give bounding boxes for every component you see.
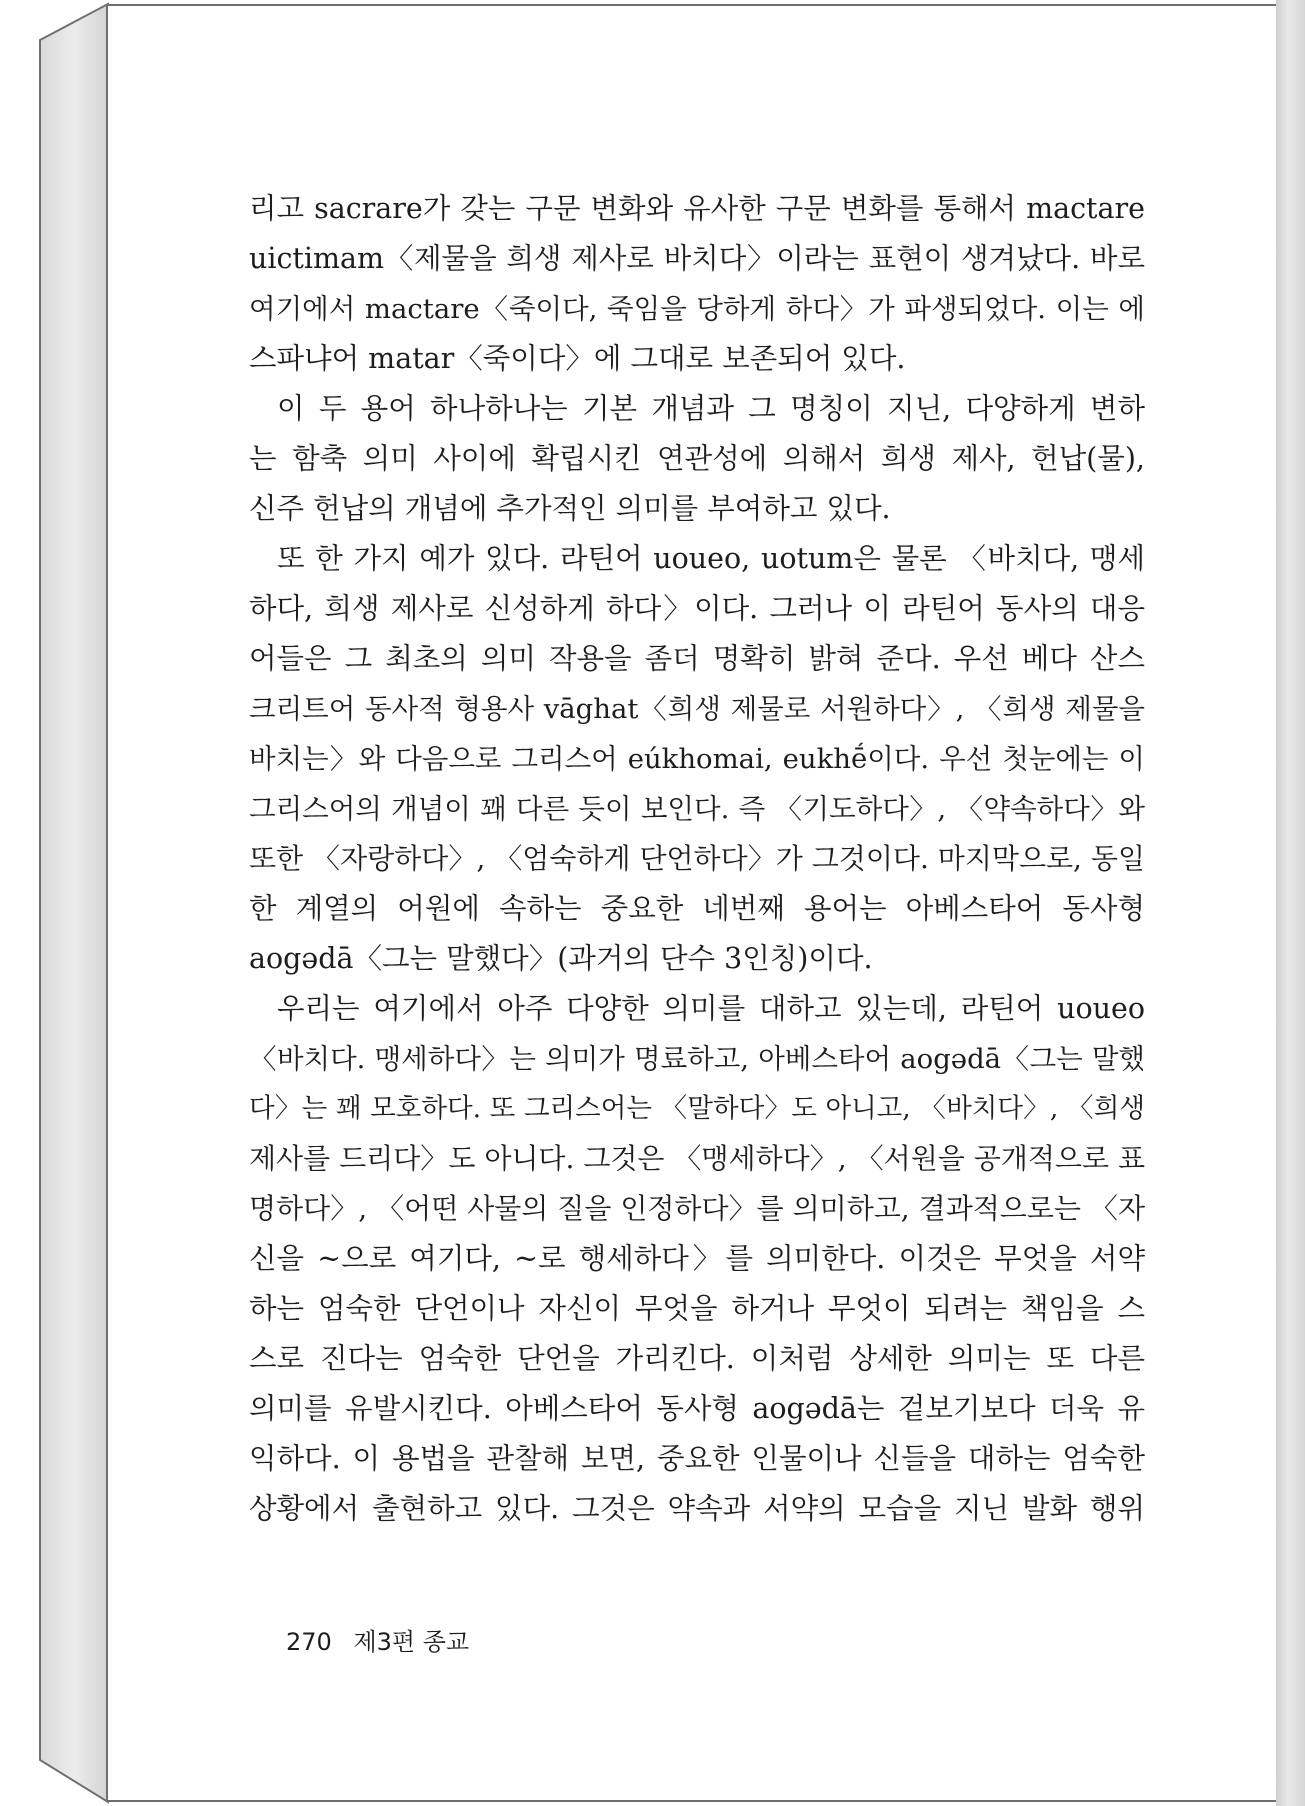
- text-line: 한 계열의 어원에 속하는 중요한 네번째 용어는 아베스타어 동사형: [249, 892, 1145, 925]
- text-line: 상황에서 출현하고 있다. 그것은 약속과 서약의 모습을 지닌 발화 행위: [249, 1492, 1145, 1525]
- text-line: 여기에서 mactare〈죽이다, 죽임을 당하게 하다〉가 파생되었다. 이는 에: [249, 293, 1145, 325]
- page-footer: [286, 1622, 469, 1657]
- book-edge-right: [1276, 0, 1305, 1806]
- text-line: 명하다〉, 〈어떤 사물의 질을 인정하다〉를 의미하고, 결과적으로는 〈자: [249, 1192, 1145, 1225]
- text-line: 어들은 그 최초의 의미 작용을 좀더 명확히 밝혀 준다. 우선 베다 산스: [249, 642, 1145, 675]
- text-line: 그리스어의 개념이 꽤 다른 듯이 보인다. 즉 〈기도하다〉, 〈약속하다〉와: [249, 793, 1145, 825]
- page-number: 270: [286, 1628, 332, 1656]
- text-line: 리고 sacrare가 갖는 구문 변화와 유사한 구문 변화를 통해서 mactare: [249, 192, 1145, 225]
- body-text: [249, 184, 1145, 1534]
- text-line: 이 두 용어 하나하나는 기본 개념과 그 명칭이 지닌, 다양하게 변하: [277, 392, 1145, 425]
- text-line: 또 한 가지 예가 있다. 라틴어 uoueo, uotum은 물론 〈바치다, 맹세: [277, 542, 1145, 575]
- running-section-title: 제3편 종교: [353, 1628, 470, 1656]
- text-line: aogədā〈그는 말했다〉(과거의 단수 3인칭)이다.: [249, 942, 873, 975]
- text-line: uictimam〈제물을 희생 제사로 바치다〉이라는 표현이 생겨났다. 바로: [249, 242, 1145, 275]
- text-line: 크리트어 동사적 형용사 vāghat〈희생 제물로 서원하다〉, 〈희생 제물을: [249, 693, 1145, 725]
- text-line: 스로 진다는 엄숙한 단언을 가리킨다. 이처럼 상세한 의미는 또 다른: [249, 1342, 1145, 1375]
- text-line: 다〉는 꽤 모호하다. 또 그리스어는 〈말하다〉도 아니고, 〈바치다〉, 〈희생: [249, 1093, 1145, 1124]
- text-line: 〈바치다. 맹세하다〉는 의미가 명료하고, 아베스타어 aogədā〈그는 말했: [249, 1043, 1145, 1075]
- text-line: 바치는〉와 다음으로 그리스어 eúkhomai, eukhḗ이다. 우선 첫눈에는 이: [249, 743, 1145, 775]
- text-line: 는 함축 의미 사이에 확립시킨 연관성에 의해서 희생 제사, 헌납(물),: [249, 442, 1145, 475]
- text-line: 하는 엄숙한 단언이나 자신이 무엇을 하거나 무엇이 되려는 책임을 스: [249, 1292, 1145, 1325]
- text-line: 신주 헌납의 개념에 추가적인 의미를 부여하고 있다.: [249, 492, 891, 525]
- text-line: 스파냐어 matar〈죽이다〉에 그대로 보존되어 있다.: [249, 342, 906, 375]
- text-line: 또한 〈자랑하다〉, 〈엄숙하게 단언하다〉가 그것이다. 마지막으로, 동일: [249, 842, 1145, 875]
- text-line: 하다, 희생 제사로 신성하게 하다〉이다. 그러나 이 라틴어 동사의 대응: [249, 592, 1145, 625]
- text-line: 의미를 유발시킨다. 아베스타어 동사형 aogədā는 겉보기보다 더욱 유: [249, 1392, 1145, 1425]
- text-line: 익하다. 이 용법을 관찰해 보면, 중요한 인물이나 신들을 대하는 엄숙한: [249, 1442, 1145, 1475]
- text-line: 제사를 드리다〉도 아니다. 그것은 〈맹세하다〉, 〈서원을 공개적으로 표: [249, 1142, 1145, 1175]
- text-line: 우리는 여기에서 아주 다양한 의미를 대하고 있는데, 라틴어 uoueo: [277, 992, 1145, 1025]
- text-line: 신을 ~으로 여기다, ~로 행세하다〉를 의미한다. 이것은 무엇을 서약: [249, 1242, 1145, 1275]
